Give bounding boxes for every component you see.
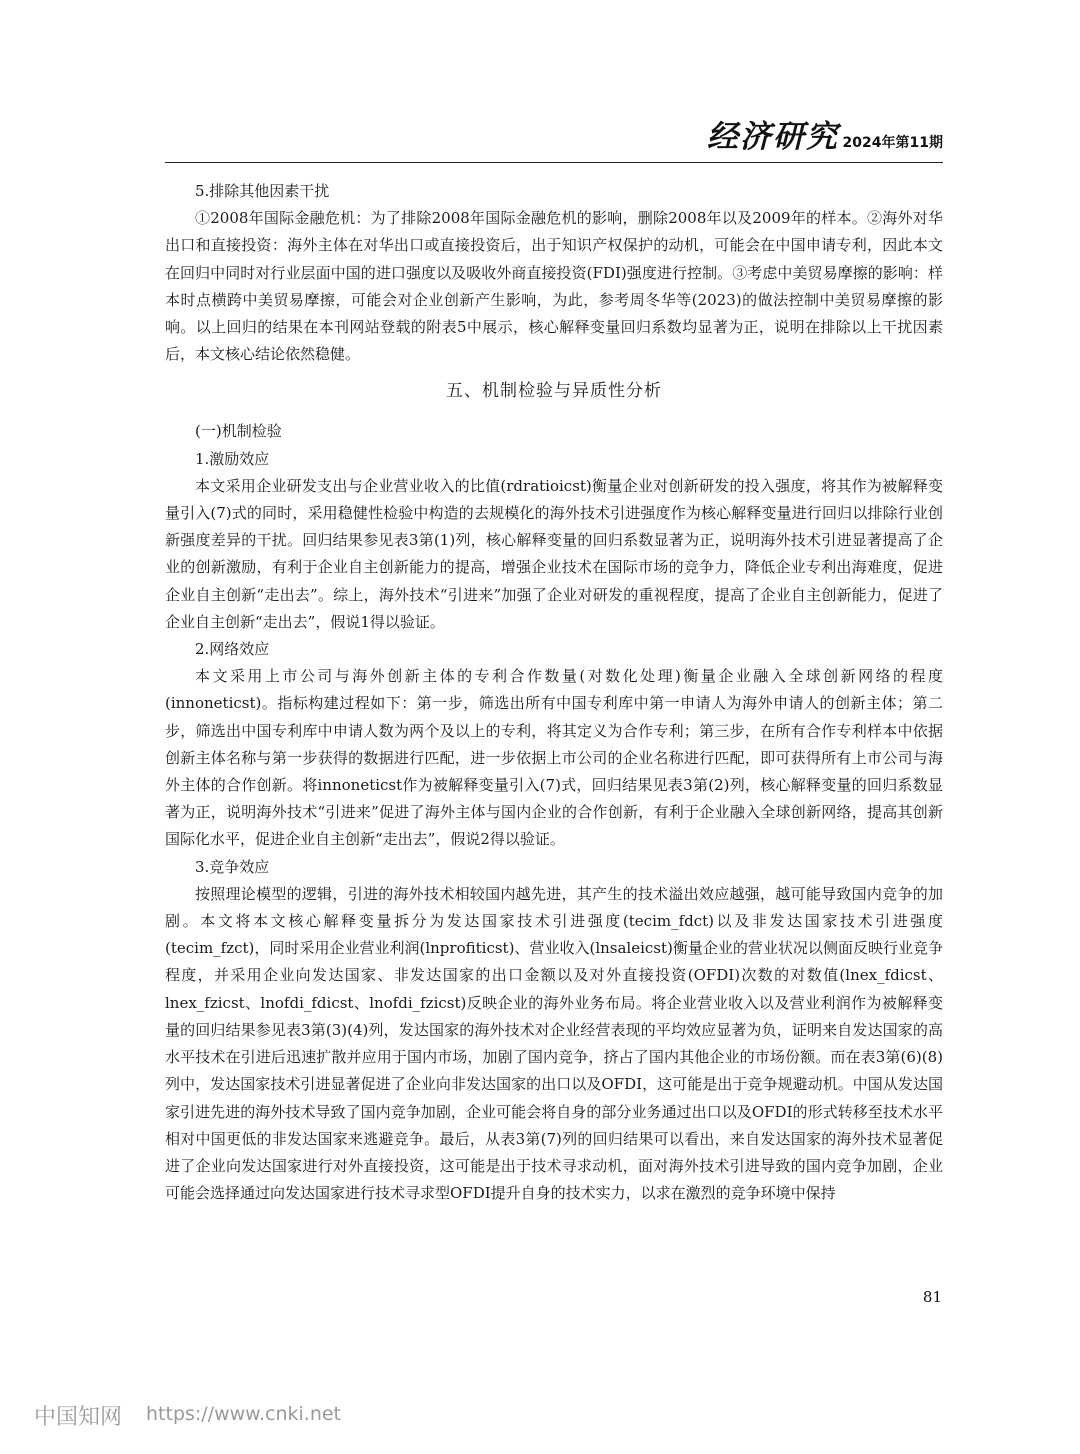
page-number: 81 xyxy=(922,1288,942,1306)
page-header xyxy=(165,118,943,163)
journal-logo: 经济研究 xyxy=(707,119,839,155)
cnki-url[interactable]: https://www.cnki.net xyxy=(146,1403,342,1425)
section-heading: 五、机制检验与异质性分析 xyxy=(446,381,662,402)
body-paragraph: 按照理论模型的逻辑，引进的海外技术相较国内越先进，其产生的技术溢出效应越强，越可能导致国内竞争的加剧。本文将本文核心解释变量拆分为发达国家技术引进强度(tecim_fdct)以及非发达国家技术引进强度(tecim_fzct)，同时采用企业营业利润(lnprofiticst)、营业收入(lnsaleicst)衡量企业的营业状况以侧面反映行业竞争程度，并采用企业向发达国家、非发达国家的出口金额以及对外直接投资(OFDI)次数的对数值(lnex_fdicst、lnex_fzicst、lnofdi_fdicst、lnofdi_fzicst)反映企业的海外业务布局。将企业营业收入以及营业利润作为被解释变量的回归结果参见表3第(3)(4)列，发达国家的海外技术对企业经营表现的平均效应显著为负，证明来自发达国家的高水平技术在引进后迅速扩散并应用于国内市场，加剧了国内竞争，挤占了国内其他企业的市场份额。而在表3第(6)(8)列中，发达国家技术引进显著促进了企业向非发达国家的出口以及OFDI，这可能是出于竞争规避动机。中国从发达国家引进先进的海外技术导致了国内竞争加剧，企业可能会将自身的部分业务通过出口以及OFDI的形式转移至技术水平相对中国更低的非发达国家来逃避竞争。最后，从表3第(7)列的回归结果可以看出，来自发达国家的海外技术显著促进了企业向发达国家进行对外直接投资，这可能是出于技术寻求动机，面对海外技术引进导致的国内竞争加剧，企业可能会选择通过向发达国家进行技术寻求型OFDI提升自身的技术实力，以求在激烈的竞争环境中保持 xyxy=(165,884,943,1203)
subsection-heading: 5.排除其他因素干扰 xyxy=(195,182,330,200)
subsection-heading: 1.激励效应 xyxy=(195,449,270,468)
article-body xyxy=(165,178,943,1207)
body-paragraph: 本文采用上市公司与海外创新主体的专利合作数量(对数化处理)衡量企业融入全球创新网络的程度(innoneticst)。指标构建过程如下：第一步，筛选出所有中国专利库中第一申请人为海外申请人的创新主体；第二步，筛选出中国专利库中申请人数为两个及以上的专利，将其定义为合作专利；第三步，在所有合作专利样本中依据创新主体名称与第一步获得的数据进行匹配，进一步依据上市公司的企业名称进行匹配，即可获得所有上市公司与海外主体的合作创新。将innoneticst作为被解释变量引入(7)式，回归结果见表3第(2)列，核心解释变量的回归系数显著为正，说明海外技术“引进来”促进了海外主体与国内企业的合作创新，有利于企业融入全球创新网络，提高其创新国际化水平，促进企业自主创新“走出去”，假说2得以验证。 xyxy=(165,667,943,849)
subsection-heading: (一)机制检验 xyxy=(195,422,282,441)
cnki-logo: 中国知网 xyxy=(34,1405,123,1430)
body-paragraph: ①2008年国际金融危机：为了排除2008年国际金融危机的影响，删除2008年以及2009年的样本。②海外对华出口和直接投资：海外主体在对华出口或直接投资后，出于知识产权保护的动机，可能会在中国申请专利，因此本文在回归中同时对行业层面中国的进口强度以及吸收外商直接投资(FDI)强度进行控制。③考虑中美贸易摩擦的影响：样本时点横跨中美贸易摩擦，可能会对企业创新产生影响，为此，参考周冬华等(2023)的做法控制中美贸易摩擦的影响。以上回归的结果在本刊网站登载的附表5中展示，核心解释变量回归系数均显著为正，说明在排除以上干扰因素后，本文核心结论依然稳健。 xyxy=(165,209,943,364)
subsection-heading: 2.网络效应 xyxy=(195,640,270,659)
body-paragraph: 本文采用企业研发支出与企业营业收入的比值(rdratioicst)衡量企业对创新研发的投入强度，将其作为被解释变量引入(7)式的同时，采用稳健性检验中构造的去规模化的海外技术引进强度作为核心解释变量进行回归以排除行业创新强度差异的干扰。回归结果参见表3第(1)列，核心解释变量的回归系数显著为正，说明海外技术引进显著提高了企业的创新激励，有利于企业自主创新能力的提高，增强企业技术在国际市场的竞争力，降低企业专利出海难度，促进企业自主创新“走出去”。综上，海外技术“引进来”加强了企业对研发的重视程度，提高了企业自主创新能力，促进了企业自主创新“走出去”，假说1得以验证。 xyxy=(165,476,943,631)
issue-label: 2024年第11期 xyxy=(842,135,943,151)
subsection-heading: 3.竞争效应 xyxy=(195,857,270,876)
